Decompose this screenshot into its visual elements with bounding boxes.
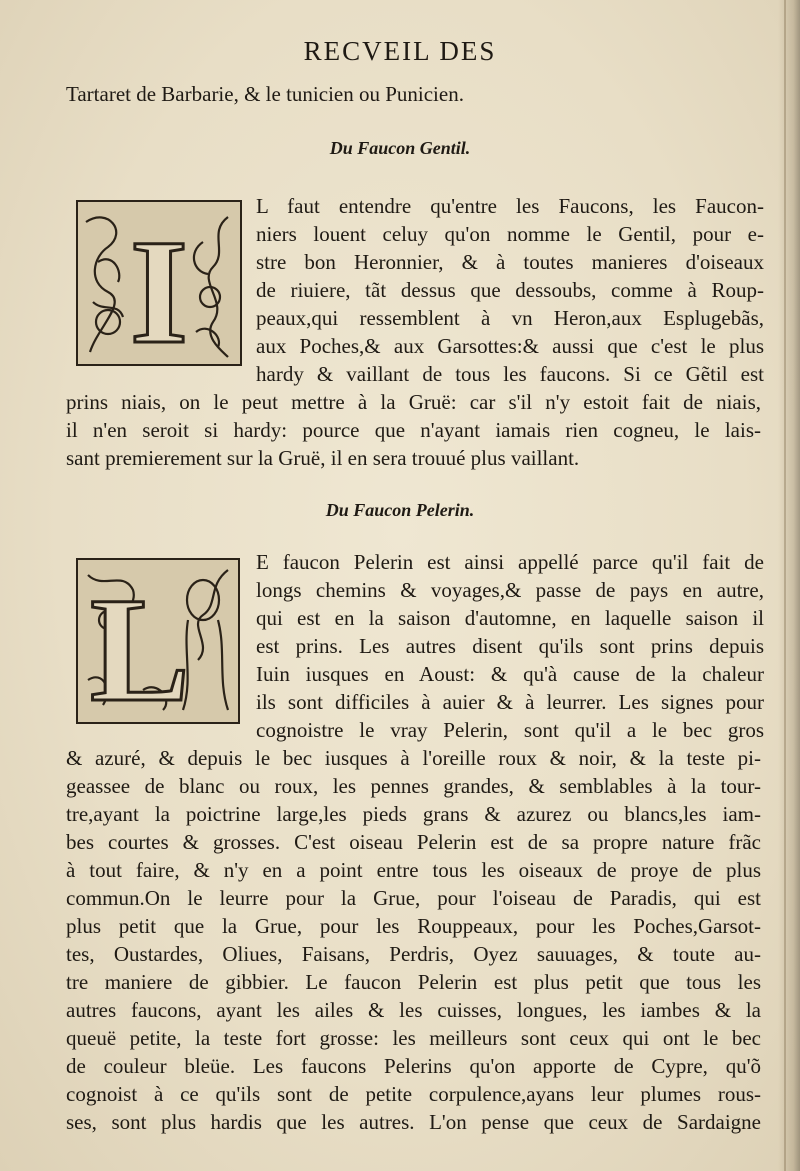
text-line: hardy & vaillant de tous les faucons. Si ce Gẽtil est — [256, 362, 764, 386]
text-line: Iuin iusques en Aoust: & qu'à cause de la chaleur — [256, 662, 764, 686]
text-line: de couleur bleüe. Les faucons Pelerins qu'on apporte de Cypre, qu'õ — [66, 1054, 761, 1078]
section-heading-faucon-gentil: Du Faucon Gentil. — [329, 138, 471, 158]
text-line: stre bon Heronnier, & à toutes manieres d'oiseaux — [256, 250, 764, 274]
text-line: queuë petite, la teste fort grosse: les meilleurs sont ceux qui ont le bec — [66, 1026, 761, 1050]
text-line: niers louent celuy qu'on nomme le Gentil, pour e- — [256, 222, 764, 246]
text-line: sant premierement sur la Gruë, il en sera trouué plus vaillant. — [66, 446, 580, 470]
text-line: tes, Oustardes, Oliues, Faisans, Perdris, Oyez sauuages, & toute au- — [66, 942, 761, 966]
text-line: tre,ayant la poictrine large,les pieds grans & azurez ou blancs,les iam- — [66, 802, 761, 826]
page-edge-shadow — [778, 0, 800, 1171]
text-line: & azuré, & depuis le bec iusques à l'oreille roux & noir, & la teste pi- — [66, 746, 761, 770]
text-line: plus petit que la Grue, pour les Rouppeaux, pour les Poches,Garsot- — [66, 914, 761, 938]
text-line: cognoist à ce qu'ils sont de petite corpulence,ayans leur plumes rous- — [66, 1082, 761, 1106]
text-line: de riuiere, tãt dessus que dessoubs, comme à Roup- — [256, 278, 764, 302]
text-line: aux Poches,& aux Garsottes:& aussi que c'est le plus — [256, 334, 764, 358]
text-line: ils sont difficiles à auier & à leurrer. Les signes pour — [256, 690, 764, 714]
text-line: ses, sont plus hardis que les autres. L'on pense que ceux de Sardaigne — [66, 1110, 761, 1134]
text-line: longs chemins & voyages,& passe de pays en autre, — [256, 578, 764, 602]
text-line: à tout faire, & n'y en a point entre tous les oiseaux de proye de plus — [66, 858, 761, 882]
running-head: RECVEIL DES — [303, 36, 497, 66]
page-edge-line — [784, 0, 786, 1171]
text-line: peaux,qui ressemblent à vn Heron,aux Esplugebãs, — [256, 306, 764, 330]
text-line: bes courtes & grosses. C'est oiseau Pelerin est de sa propre nature frãc — [66, 830, 761, 854]
decorated-initial-i — [76, 200, 242, 366]
initial-letter-l: L — [89, 567, 191, 722]
text-line: geassee de blanc ou roux, les pennes grandes, & semblables à la tour- — [66, 774, 761, 798]
text-line: est prins. Les autres disent qu'ils sont prins depuis — [256, 634, 764, 658]
decorated-initial-l — [76, 558, 240, 724]
text-line: qui est en la saison d'automne, en laquelle saison il — [256, 606, 764, 630]
intro-line: Tartaret de Barbarie, & le tunicien ou Punicien. — [66, 82, 464, 106]
text-line: commun.On le leurre pour la Grue, pour l'oiseau de Paradis, qui est — [66, 886, 761, 910]
text-line: autres faucons, ayant les ailes & les cuisses, longues, les iambes & la — [66, 998, 761, 1022]
section-heading-faucon-pelerin: Du Faucon Pelerin. — [325, 500, 475, 520]
initial-letter-i: I — [129, 209, 189, 364]
text-line: il n'en seroit si hardy: pource que n'ayant iamais rien cogneu, le lais- — [66, 418, 761, 442]
text-line: E faucon Pelerin est ainsi appellé parce qu'il fait de — [256, 550, 764, 574]
text-line: cognoistre le vray Pelerin, sont qu'il a le bec gros — [256, 718, 764, 742]
text-line: L faut entendre qu'entre les Faucons, les Faucon- — [256, 194, 764, 218]
text-line: tre maniere de gibbier. Le faucon Pelerin est plus petit que tous les — [66, 970, 761, 994]
text-line: prins niais, on le peut mettre à la Gruë: car s'il n'y estoit fait de niais, — [66, 390, 761, 414]
